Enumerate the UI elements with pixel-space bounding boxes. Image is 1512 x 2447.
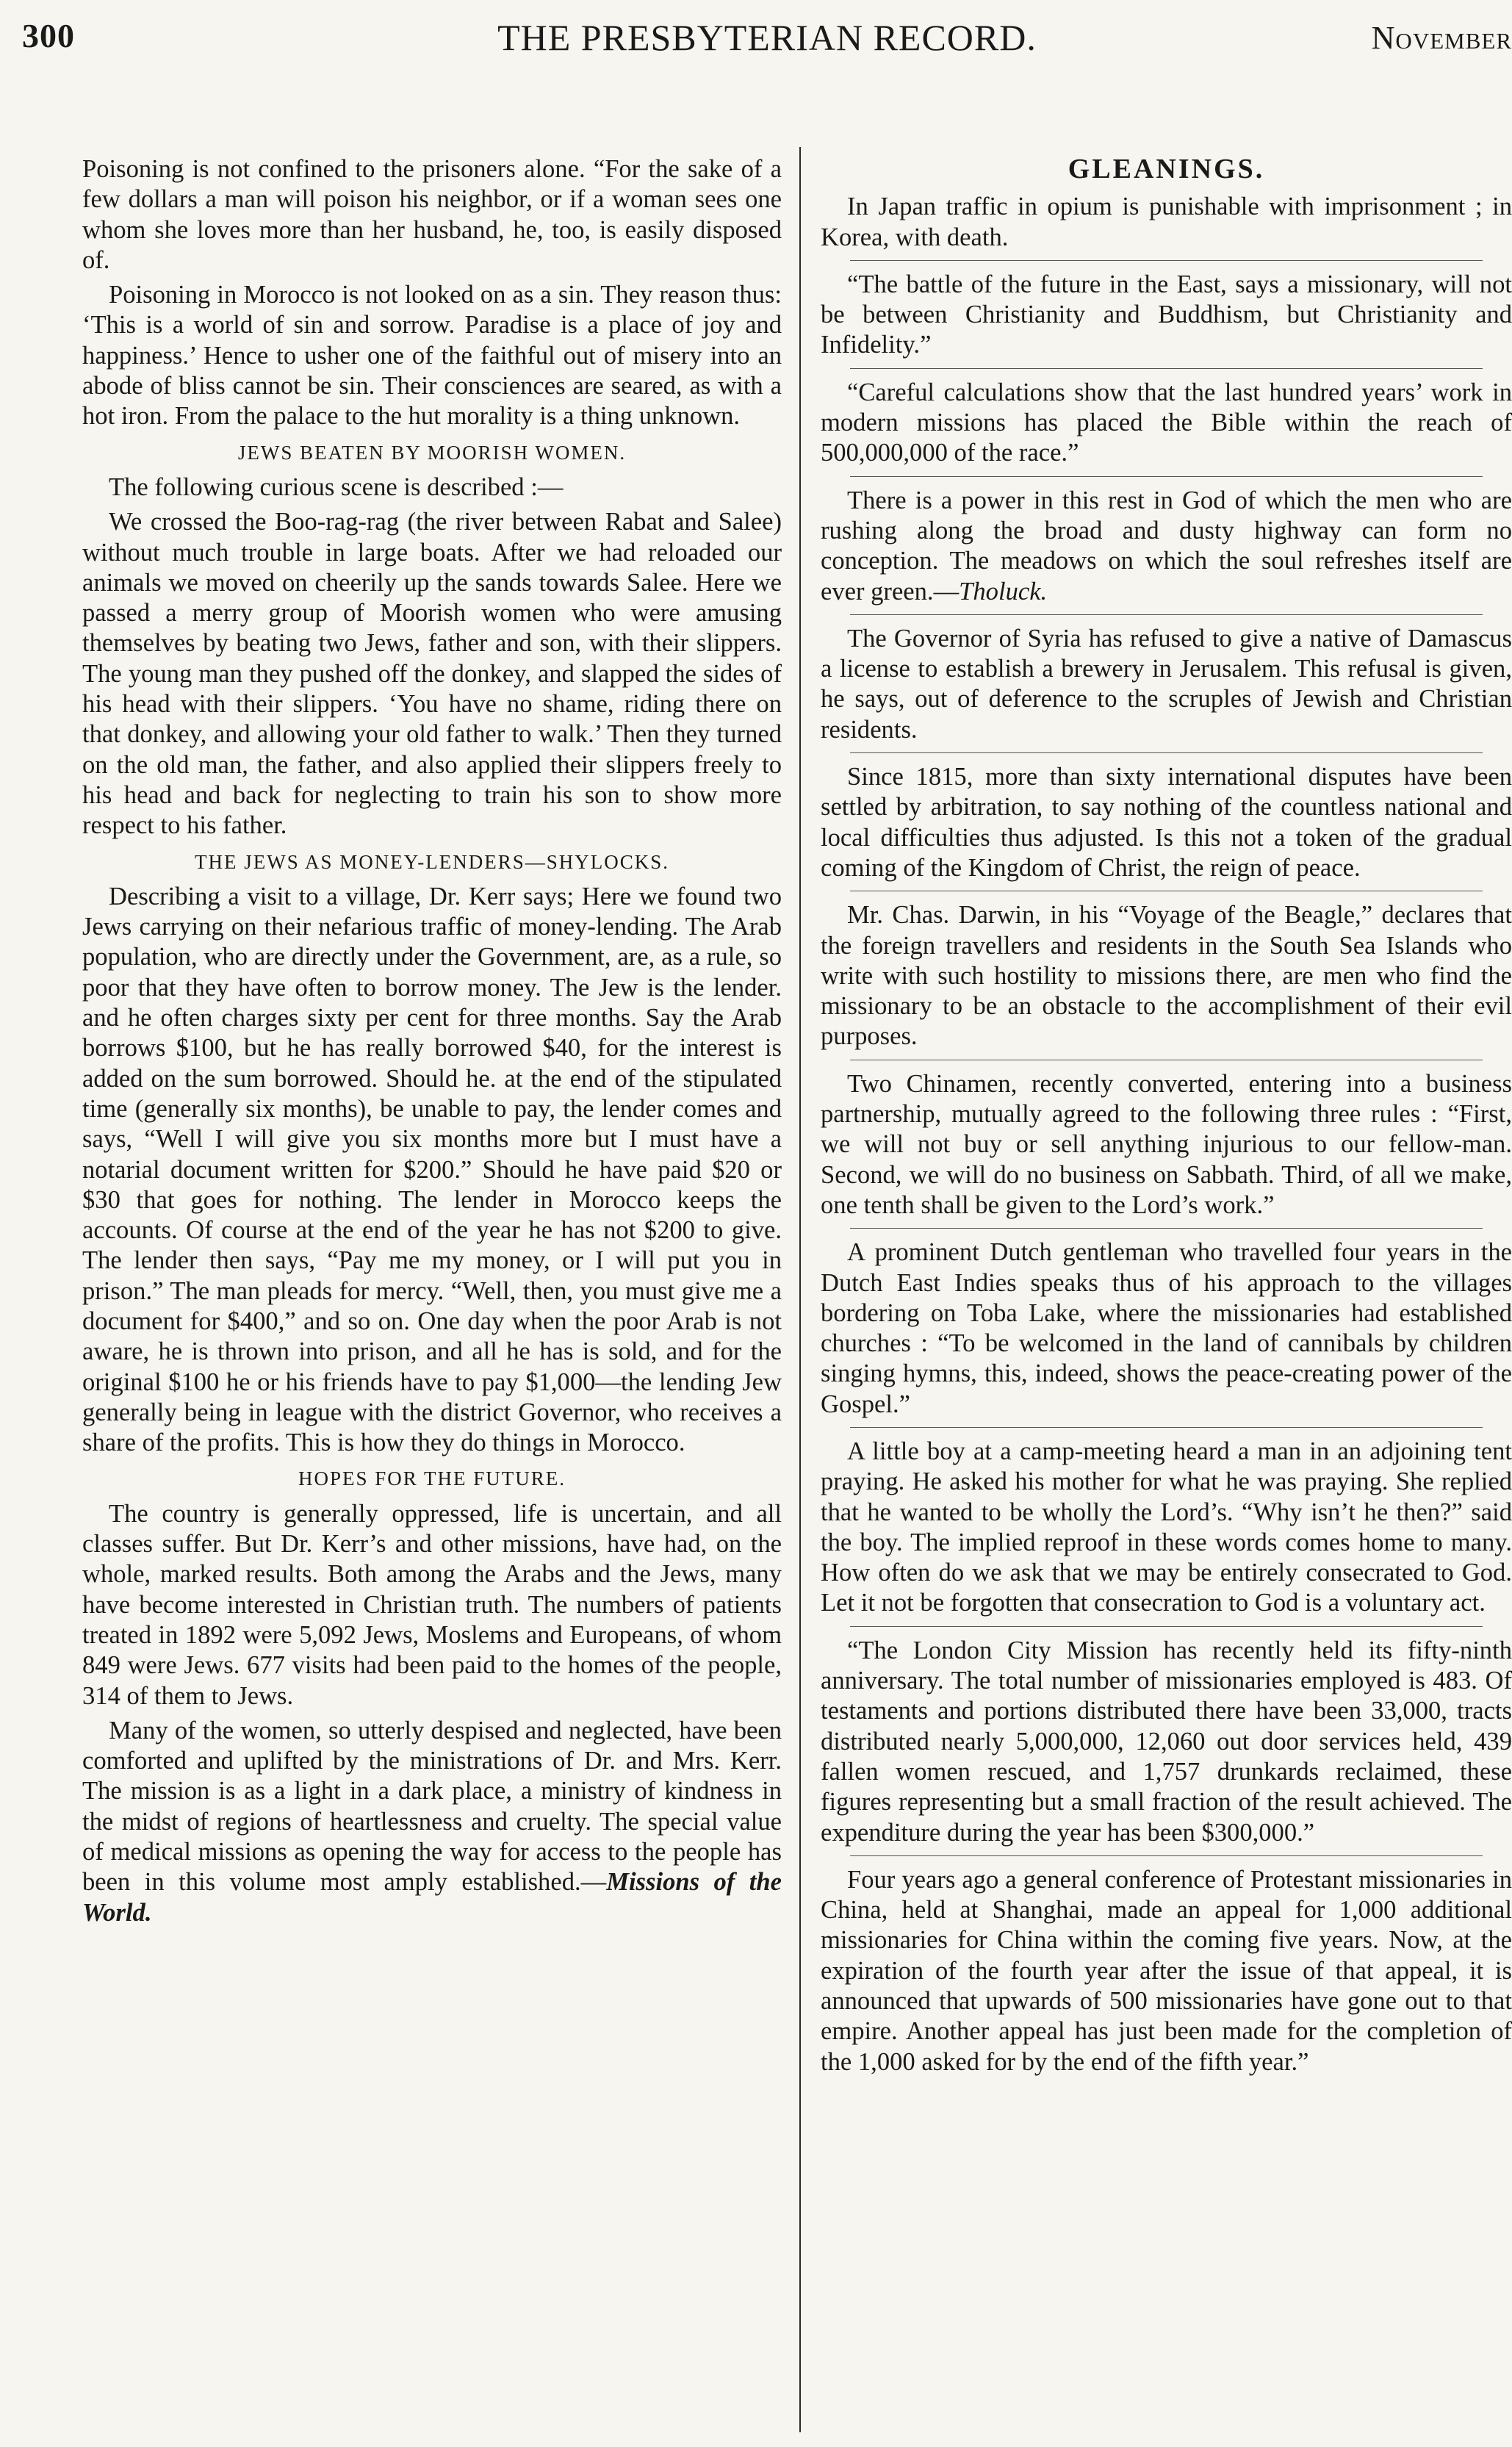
gleaning-item: “The battle of the future in the East, says a missionary, will not be between Christianity and Buddhism, but Christianity and Infidelity.” <box>821 270 1512 359</box>
paragraph-text: Many of the women, so utterly despised and neglected, have been comforted and uplifted by the ministrations of Dr. and Mrs. Kerr. The mission is as a light in a dark place, a ministry of kindness in the midst of regions of heartlessness and cruelty. The special value of medical missions as opening the way for access to the people has been in this volume most amply established.— <box>82 1716 782 1897</box>
gleaning-item: Since 1815, more than sixty international disputes have been settled by arbitration, to say nothing of the countless national and local difficulties thus adjusted. Is this not a token of the gradual coming of the Kingdom of Christ, the reign of peace. <box>821 763 1512 882</box>
subheading: HOPES FOR THE FUTURE. <box>298 1467 566 1490</box>
column-divider <box>799 147 801 2432</box>
left-column <box>82 154 782 2440</box>
gleaning-item: Mr. Chas. Darwin, in his “Voyage of the Beagle,” declares that the foreign travellers and residents in the South Sea Islands who write with such hostility to missions there, are men who find the missionary to be an obstacle to the accomplishment of their evil purposes. <box>821 901 1512 1051</box>
page-header <box>22 16 1512 68</box>
separator <box>850 260 1483 261</box>
page-number: 300 <box>22 17 75 54</box>
separator <box>850 1427 1483 1428</box>
source-citation: Tholuck. <box>959 577 1048 606</box>
gleaning-item <box>821 486 1512 607</box>
paragraph <box>82 1716 782 1928</box>
page-title: THE PRESBYTERIAN RECORD. <box>497 17 1037 58</box>
page-month: November <box>1371 20 1512 56</box>
gleaning-item: “Careful calculations show that the last hundred years’ work in modern missions has placed the Bible within the reach of 500,000,000 of the race.” <box>821 378 1512 467</box>
paragraph: We crossed the Boo-rag-rag (the river between Rabat and Salee) without much trouble in large boats. After we had reloaded our animals we moved on cheerily up the sands towards Salee. Here we passed a merry group of Moorish women who were amusing themselves by beating two Jews, father and son, with their slippers. The young man they pushed off the donkey, and slapped the sides of his head with their slippers. ‘You have no shame, riding there on that donkey, and allowing your old father to walk.’ Then they turned on the old man, the father, and also applied their slippers freely to his head and back for neglecting to train his son to show more respect to his father. <box>82 508 782 840</box>
subheading: THE JEWS AS MONEY-LENDERS—SHYLOCKS. <box>194 850 670 873</box>
gleaning-item: Two Chinamen, recently converted, entering into a business partnership, mutually agreed to the following three rules : “First, we will not buy or sell anything injurious to our fellow-man. Second, we will do no business on Sabbath. Third, of all we make, one tenth shall be given to the Lord’s work.” <box>821 1069 1512 1219</box>
gleaning-item: A prominent Dutch gentleman who travelled four years in the Dutch East Indies speaks thus of his approach to the villages bordering on Toba Lake, where the missionaries had established churches : “To be welcomed in the land of cannibals by children singing hymns, this, indeed, shows the peace-creating power of the Gospel.” <box>821 1238 1512 1418</box>
gleaning-item: Four years ago a general conference of Protestant missionaries in China, held at Shanghai, made an appeal for 1,000 additional missionaries for China within the coming five years. Now, at the expiration of the fourth year after the issue of that appeal, it is announced that upwards of 500 missionaries have gone out to that empire. Another appeal has just been made for the completion of the 1,000 asked for by the end of the fifth year.” <box>821 1865 1512 2076</box>
paragraph: Poisoning is not confined to the prisoners alone. “For the sake of a few dollars a man will poison his neighbor, or if a woman sees one whom she loves more than her husband, he, too, is easily disposed of. <box>82 155 782 274</box>
right-column <box>821 154 1512 2440</box>
paragraph: Poisoning in Morocco is not looked on as a sin. They reason thus: ‘This is a world of sin and sorrow. Paradise is a place of joy and happiness.’ Hence to usher one of the faithful out of misery into an abode of bliss cannot be sin. Their consciences are seared, as with a hot iron. From the palace to the hut morality is a thing unknown. <box>82 281 782 431</box>
gleaning-text: There is a power in this rest in God of which the men who are rushing along the broad and dusty highway can form no conception. The meadows on which the soul refreshes itself are ever green.— <box>821 486 1512 606</box>
gleaning-item: The Governor of Syria has refused to give a native of Damascus a license to establish a brewery in Jerusalem. This refusal is given, he says, out of deference to the scruples of Jewish and Christian residents. <box>821 624 1512 744</box>
separator <box>850 1228 1483 1229</box>
source-citation: Missions of the World. <box>82 1868 782 1927</box>
paragraph: Describing a visit to a village, Dr. Kerr says; Here we found two Jews carrying on their nefarious traffic of money-lending. The Arab population, who are directly under the Government, are, as a rule, so poor that they have often to borrow money. The Jew is the lender. and he often charges sixty per cent for three months. Say the Arab borrows $100, but he has really borrowed $40, for the interest is added on the sum borrowed. Should he. at the end of the stipulated time (generally six months), be unable to pay, the lender comes and says, “Well I will give you six months more but I must have a notarial document written for $200.” Should he have paid $20 or $30 that goes for nothing. The lender in Morocco keeps the accounts. Of course at the end of the year he has not $200 to give. The lender then says, “Pay me my money, or I will put you in prison.” The man pleads for mercy. “Well, then, you must give me a document for $400,” and so on. One day when the poor Arab is not aware, he is thrown into prison, and all he has is sold, and for the original $100 he or his friends have to pay $1,000—the lending Jew generally being in league with the district Governor, who receives a share of the profits. This is how they do things in Morocco. <box>82 882 782 1457</box>
section-heading: GLEANINGS. <box>1068 154 1265 184</box>
separator <box>850 752 1483 753</box>
separator <box>850 1626 1483 1627</box>
subheading: JEWS BEATEN BY MOORISH WOMEN. <box>237 441 627 464</box>
separator <box>850 1855 1483 1856</box>
paragraph: The following curious scene is described :— <box>109 472 564 501</box>
separator <box>850 368 1483 369</box>
separator <box>850 476 1483 477</box>
separator <box>850 614 1483 615</box>
gleaning-item: A little boy at a camp-meeting heard a man in an adjoining tent praying. He asked his mother for what he was praying. She replied that he wanted to be wholly the Lord’s. “Why isn’t he then?” said the boy. The implied reproof in these words comes home to many. How often do we ask that we may be entirely consecrated to God. Let it not be forgotten that consecration to God is a voluntary act. <box>821 1437 1512 1617</box>
paragraph: The country is generally oppressed, life is uncertain, and all classes suffer. But Dr. Kerr’s and other missions, have had, on the whole, marked results. Both among the Arabs and the Jews, many have become interested in Christian truth. The numbers of patients treated in 1892 were 5,092 Jews, Moslems and Europeans, of whom 849 were Jews. 677 visits had been paid to the homes of the people, 314 of them to Jews. <box>82 1499 782 1710</box>
gleaning-item: “The London City Mission has recently held its fifty-ninth anniversary. The total number of missionaries employed is 483. Of testaments and portions distributed there have been 33,000, tracts distributed nearly 5,000,000, 12,060 out door services held, 439 fallen women rescued, and 1,757 drunkards reclaimed, these figures representing but a small fraction of the result achieved. The expenditure during the year has been $300,000.” <box>821 1636 1512 1847</box>
gleaning-item: In Japan traffic in opium is punishable with imprisonment ; in Korea, with death. <box>821 193 1512 251</box>
